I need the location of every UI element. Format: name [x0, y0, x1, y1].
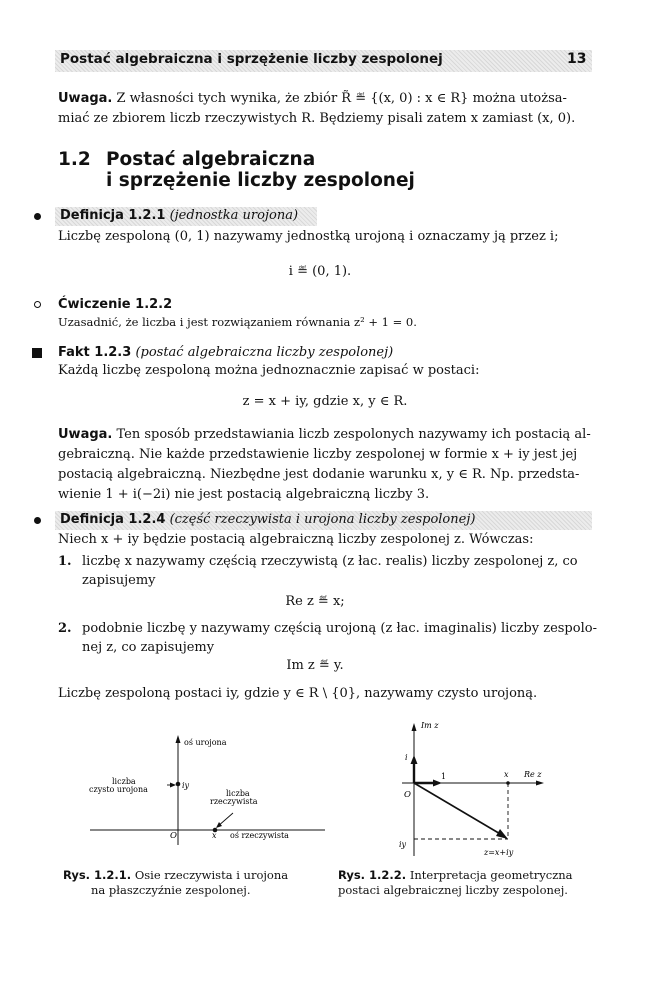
axis-label-real: oś rzeczywista — [230, 831, 289, 840]
definition-text: Liczbę zespoloną (0, 1) nazywamy jednostką urojoną i oznaczamy ją przez i; — [58, 229, 559, 244]
iy-label: iy — [182, 781, 190, 790]
fact-name: (postać algebraiczna liczby zespolonej) — [135, 345, 394, 360]
definition-label: Definicja 1.2.4 — [60, 512, 166, 527]
list-number: 2. — [58, 621, 72, 636]
section-title-line1: Postać algebraiczna — [106, 149, 316, 170]
uwaga-line: wienie 1 + i(−2i) nie jest postacią algebraiczną liczby 3. — [58, 487, 430, 502]
pure-imaginary-point — [176, 782, 181, 787]
pure-imaginary-label: liczba — [112, 777, 136, 786]
exercise-text: Uzasadnić, że liczba i jest rozwiązaniem równania z² + 1 = 0. — [58, 315, 417, 329]
list-item-line: podobnie liczbę y nazywamy częścią urojoną (z łac. imaginalis) liczby zespolo- — [82, 621, 597, 636]
definition-closing: Liczbę zespoloną postaci iy, gdzie y ∈ R \ {0}, nazywamy czysto urojoną. — [58, 686, 538, 701]
x-label: x — [504, 770, 509, 779]
re-formula: Re z ≝ x; — [285, 594, 345, 609]
fact-square-marker — [32, 348, 42, 358]
im-axis-arrowhead — [412, 723, 417, 731]
fact-formula: z = x + iy, gdzie x, y ∈ R. — [242, 394, 408, 409]
iy-label: iy — [399, 840, 407, 849]
header-title: Postać algebraiczna i sprzężenie liczby zespolonej — [60, 51, 443, 67]
caption-text: na płaszczyźnie zespolonej. — [91, 883, 251, 897]
definition-bullet — [34, 213, 41, 220]
definition-label: Definicja 1.2.1 — [60, 208, 166, 223]
pure-imaginary-label: czysto urojona — [89, 785, 148, 794]
section-number: 1.2 — [58, 149, 91, 170]
uwaga-paragraph-1 — [58, 89, 598, 129]
i-label: i — [405, 753, 408, 762]
re-z-label: Re z — [524, 770, 542, 779]
exercise-bullet — [34, 301, 41, 308]
origin-label: O — [170, 831, 177, 841]
definition-intro: Niech x + iy będzie postacią algebraiczną liczby zespolonej z. Wówczas: — [58, 532, 534, 547]
x-point — [506, 781, 510, 785]
im-z-label: Im z — [421, 721, 439, 730]
list-item-line: liczbę x nazywamy częścią rzeczywistą (z łac. realis) liczby zespolonej z, co — [82, 554, 578, 569]
list-item-line: zapisujemy — [82, 573, 156, 588]
definition-name: (część rzeczywista i urojona liczby zespolonej) — [169, 512, 476, 527]
definition-formula: i ≝ (0, 1). — [288, 264, 352, 279]
im-formula: Im z ≝ y. — [286, 658, 344, 673]
page-number: 13 — [567, 51, 587, 67]
caption-text: Interpretacja geometryczna — [406, 868, 573, 882]
fact-text: Każdą liczbę zespoloną można jednoznacznie zapisać w postaci: — [58, 363, 480, 378]
caption-label: Rys. 1.2.1. — [63, 868, 132, 882]
uwaga-paragraph-2 — [58, 425, 603, 505]
caption-text: Osie rzeczywista i urojona — [131, 868, 289, 882]
i-vector-arrowhead — [411, 755, 418, 764]
figure-axes — [85, 725, 330, 850]
origin-label: O — [404, 790, 411, 800]
re-axis-arrowhead — [536, 781, 544, 786]
imaginary-axis-arrowhead — [176, 735, 181, 743]
axis-label-imaginary: oś urojona — [184, 738, 227, 747]
one-label: 1 — [441, 772, 447, 781]
x-label: x — [212, 831, 217, 840]
list-number: 1. — [58, 554, 72, 569]
uwaga-label: Uwaga. — [58, 427, 113, 442]
caption-text: postaci algebraicznej liczby zespolonej. — [338, 883, 568, 897]
definition-bullet — [34, 517, 41, 524]
uwaga-line: Ten sposób przedstawiania liczb zespolonych nazywamy ich postacią al- — [112, 427, 591, 442]
real-number-label: liczba — [226, 789, 250, 798]
z-label: z=x+iy — [484, 848, 514, 857]
figure-geometric-interpretation — [392, 718, 552, 863]
z-vector — [414, 783, 502, 835]
pointer-arrowhead — [170, 783, 176, 788]
uwaga-line: Z własności tych wynika, że zbiór R̃ ≝ {(x, 0) : x ∈ R} można utożsa- — [112, 91, 567, 106]
figure-caption-2 — [338, 868, 573, 898]
uwaga-line: miać ze zbiorem liczb rzeczywistych R. Będziemy pisali zatem x zamiast (x, 0). — [58, 111, 576, 126]
caption-label: Rys. 1.2.2. — [338, 868, 407, 882]
uwaga-label: Uwaga. — [58, 91, 113, 106]
list-item-line: nej z, co zapisujemy — [82, 640, 215, 655]
z-vector-arrowhead — [496, 829, 508, 839]
uwaga-line: postacią algebraiczną. Niezbędne jest dodanie warunku x, y ∈ R. Np. przedsta- — [58, 467, 580, 482]
real-number-label: rzeczywista — [210, 797, 258, 806]
exercise-label: Ćwiczenie 1.2.2 — [58, 297, 173, 312]
definition-name: (jednostka urojona) — [169, 208, 299, 223]
fact-label: Fakt 1.2.3 — [58, 345, 132, 360]
figure-caption-1 — [63, 868, 288, 898]
uwaga-line: gebraiczną. Nie każde przedstawienie liczby zespolonej w formie x + iy jest jej — [58, 447, 578, 462]
section-title-line2: i sprzężenie liczby zespolonej — [106, 170, 415, 191]
